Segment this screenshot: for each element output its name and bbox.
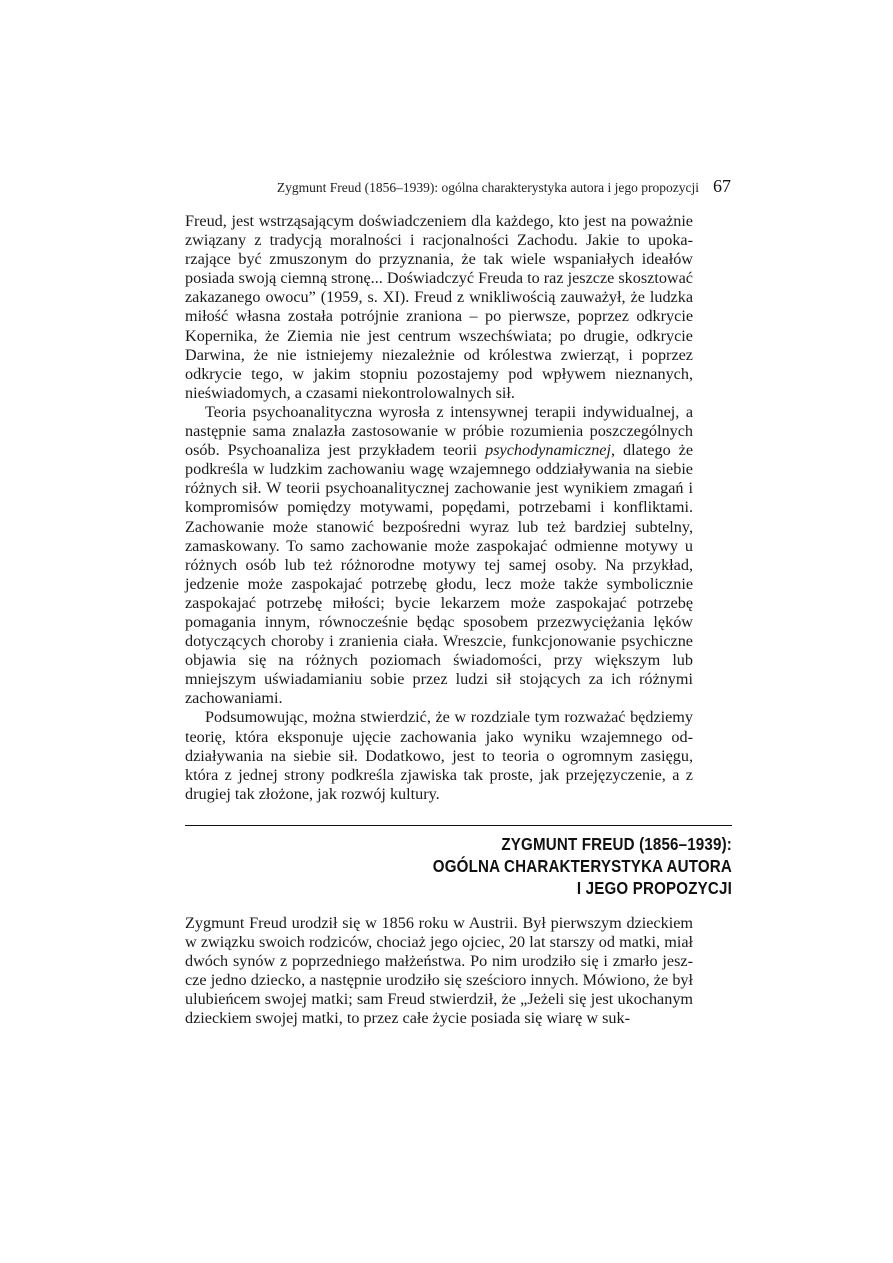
page-number: 67 bbox=[713, 176, 731, 196]
paragraph-continued: Freud, jest wstrząsającym doświadczeniem dla każdego, kto jest na poważnie związany z tradycją moralności i racjonalności Zachodu. Jakie to upokarzające być zmuszonym do przyznania, że tak wiele wspaniałych ideałów posiada swoją ciemną stronę... Doświadczyć Freuda to raz jeszcze skosztować zakazanego owocu” (1959, s. XI). Freud z wnikliwością zauważył, że ludzka miłość własna została potrójnie zraniona – po pierwsze, poprzez odkrycie Kopernika, że Ziemia nie jest centrum wszechświata; po drugie, odkrycie Darwina, że nie istniejemy niezależnie od królestwa zwierząt, i poprzez odkrycie tego, w jakim stopniu pozostajemy pod wpływem nieznanych, nieświadomych, a czasami niekontrolowalnych sił. bbox=[185, 212, 693, 402]
running-title: Zygmunt Freud (1856–1939): ogólna charakterystyka autora i jego propozycji bbox=[276, 180, 699, 195]
emphasis-term: psychodynamicznej bbox=[485, 441, 611, 460]
section-heading bbox=[403, 833, 732, 899]
section-body-text bbox=[185, 914, 693, 1029]
section-heading-line: I JEGO PROPOZYCJI bbox=[576, 878, 732, 898]
section-divider bbox=[185, 825, 732, 826]
section-heading-line: OGÓLNA CHARAKTERYSTYKA AUTORA bbox=[432, 856, 732, 876]
running-head bbox=[185, 176, 731, 197]
paragraph-text: Teoria psychoanalityczna wyrosła z intensywnej terapii indywidualnej, a następnie sama znalazła zastosowanie w próbie rozumienia poszczególnych osób. Psychoanaliza jest przykładem teorii bbox=[185, 402, 693, 460]
section-heading-line: ZYGMUNT FREUD (1856–1939): bbox=[501, 834, 732, 854]
paragraph-psychoanalytic-theory bbox=[185, 403, 693, 709]
paragraph-text: , dlatego że podkreśla w ludzkim zachowaniu wagę wzajemnego oddziaływania na siebie różnych sił. W teorii psychoanalitycznej zachowanie jest wynikiem zmagań i kompromisów pomiędzy motywami, popędami, potrzebami i konfliktami. Zachowanie może stanowić bezpośredni wyraz lub też bardziej subtelny, zamaskowany. To samo zachowanie może zaspokajać odmienne motywy u różnych osób lub też różnorodne motywy tej samej osoby. Na przykład, jedzenie może zaspokajać potrzebę głodu, lecz może także symbolicznie zaspokajać potrzebę miłości; bycie lekarzem może zaspokajać potrzebę pomagania innym, równocześnie będąc sposobem przezwyciężania lęków dotyczących choroby i zranienia ciała. Wreszcie, funkcjonowanie psychiczne objawia się na różnych poziomach świadomości, przy większym lub mniejszym uświadamianiu sobie przez ludzi sił stojących za ich różnymi zachowaniami. bbox=[185, 441, 693, 708]
paragraph-summary: Podsumowując, można stwierdzić, że w rozdziale tym rozważać będziemy teorię, która eksponuje ujęcie zachowania jako wyniku wzajemnego oddziaływania na siebie sił. Dodatkowo, jest to teoria o ogromnym zasięgu, która z jednej strony podkreśla zjawiska tak proste, jak przejęzyczenie, a z drugiej tak złożone, jak rozwój kultury. bbox=[185, 708, 693, 803]
paragraph-biography: Zygmunt Freud urodził się w 1856 roku w Austrii. Był pierwszym dzieckiem w związku swoich rodziców, chociaż jego ojciec, 20 lat starszy od matki, miał dwóch synów z poprzedniego małżeństwa. Po nim urodziło się i zmarło jeszcze jedno dziecko, a następnie urodziło się sześcioro innych. Mówiono, że był ulubieńcem swojej matki; sam Freud stwierdził, że „Jeżeli się jest ukochanym dzieckiem swojej matki, to przez całe życie posiada się wiarę w suk- bbox=[185, 914, 693, 1028]
body-text bbox=[185, 212, 693, 804]
